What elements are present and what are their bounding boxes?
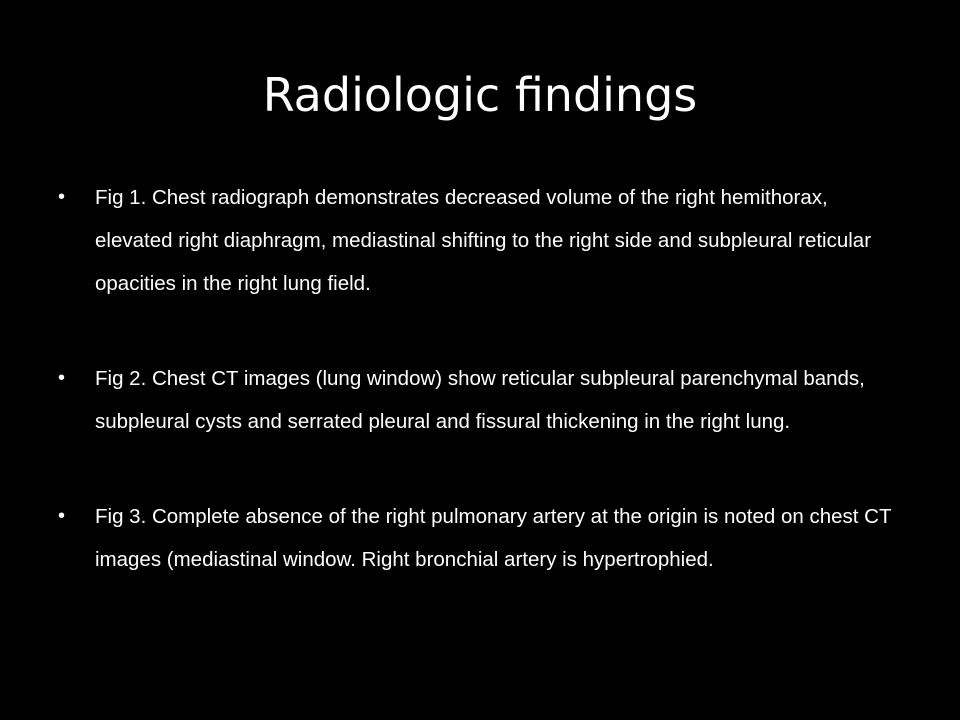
bullet-dot-icon: • — [58, 367, 66, 389]
bullet-item-fig3 — [58, 495, 908, 581]
bullet-text-fig2: Fig 2. Chest CT images (lung window) show reticular subpleural parenchymal bands, subpleural cysts and serrated pleural and fissural thickening in the right lung. — [95, 367, 865, 433]
bullet-text-fig3: Fig 3. Complete absence of the right pulmonary artery at the origin is noted on chest CT images (mediastinal window. Right bronchial artery is hypertrophied. — [95, 505, 892, 571]
bullet-item-fig1 — [58, 176, 908, 305]
slide-title: Radiologic findings — [262, 68, 698, 122]
bullet-list — [58, 176, 908, 633]
bullet-dot-icon: • — [58, 186, 66, 208]
bullet-item-fig2 — [58, 357, 908, 443]
bullet-text-fig1: Fig 1. Chest radiograph demonstrates decreased volume of the right hemithorax, elevated right diaphragm, mediastinal shifting to the right side and subpleural reticular opacities in the right lung field. — [95, 186, 872, 295]
bullet-dot-icon: • — [58, 505, 66, 527]
